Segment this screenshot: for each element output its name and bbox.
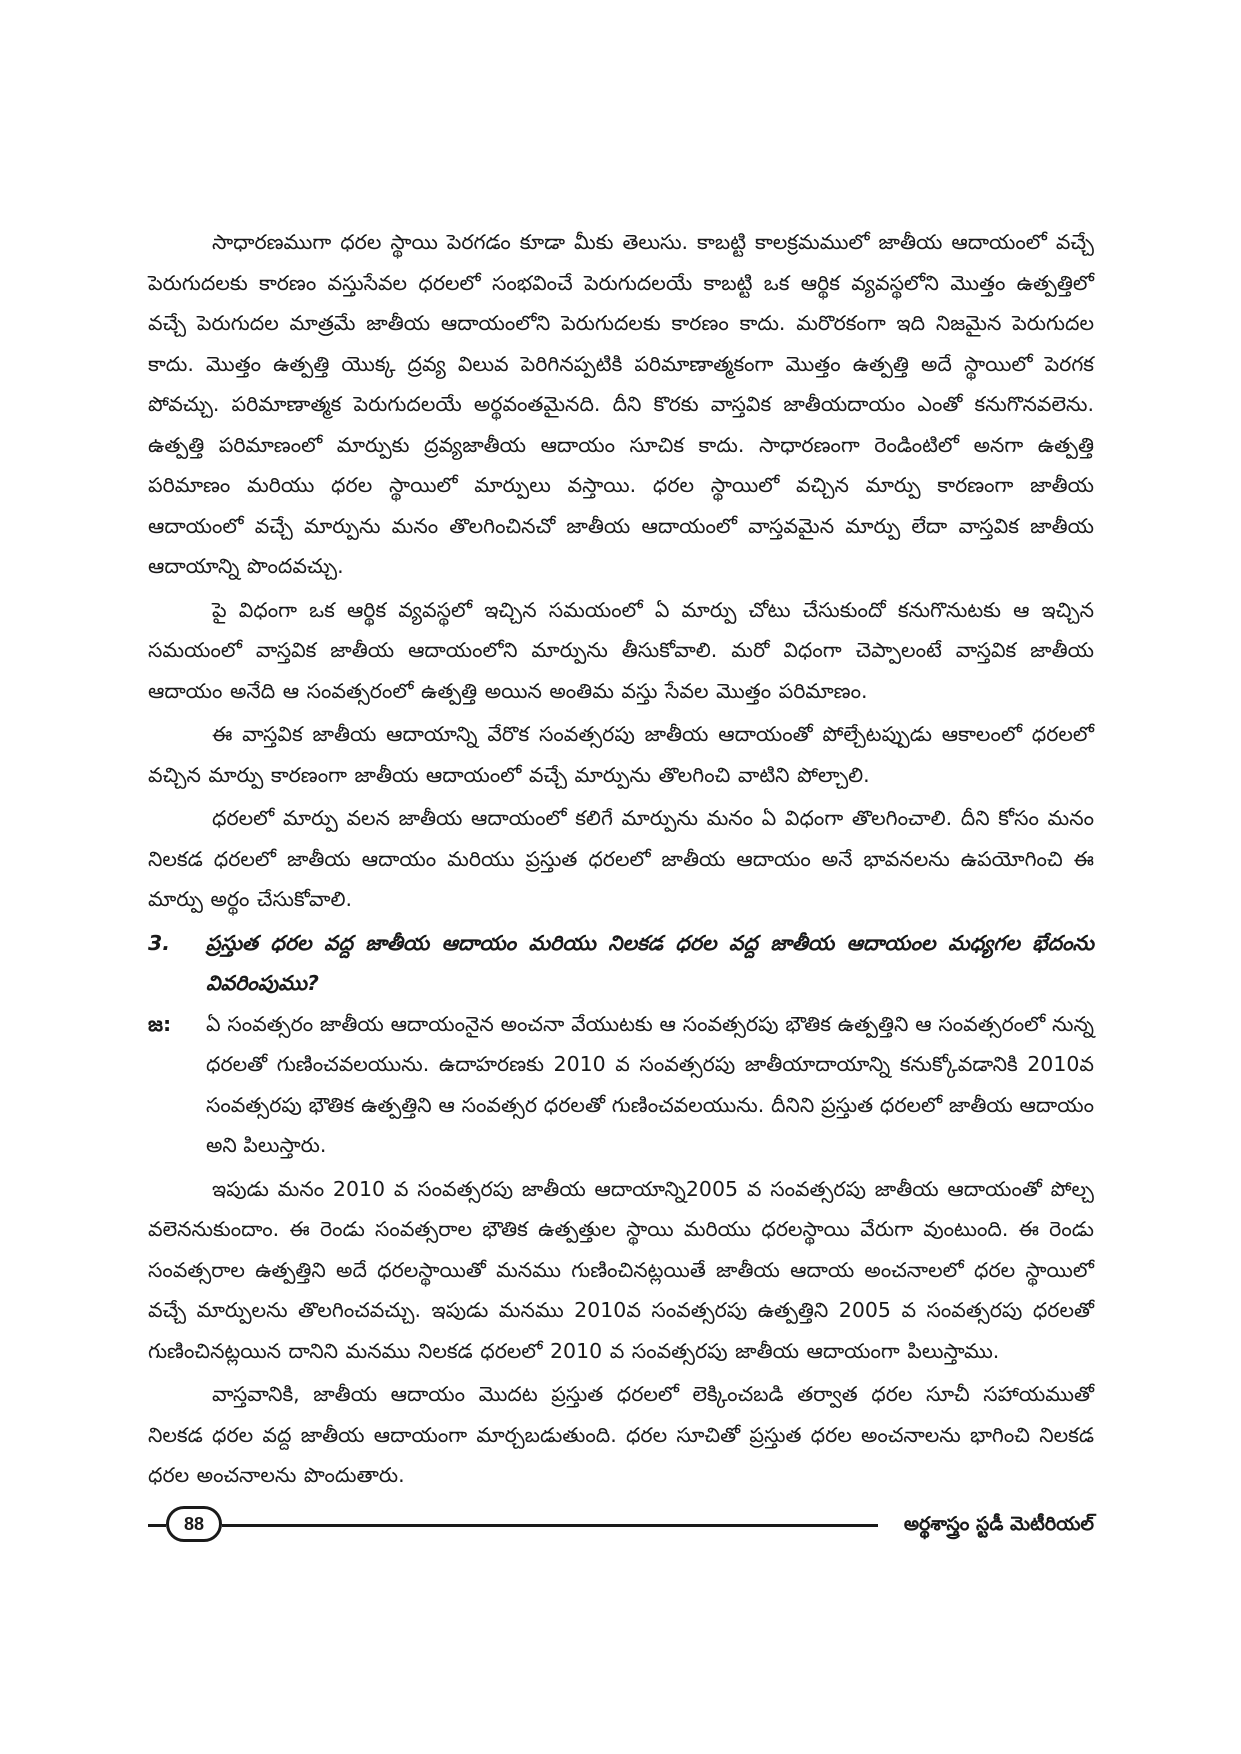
page-number: 88 (166, 1506, 222, 1542)
question-block (148, 923, 1094, 1004)
footer-left-dash (148, 1524, 166, 1527)
answer-label: జ: (148, 1011, 172, 1036)
answer-paragraph-3: వాస్తవానికి, జాతీయ ఆదాయం మొదట ప్రస్తుత ధరలలో లెక్కించబడి తర్వాత ధరల సూచీ సహాయముతో నిలకడ ధరల వద్ద జాతీయ ఆదాయంగా మార్చబడుతుంది. ధరల సూచితో ప్రస్తుత ధరల అంచనాలను భాగించి నిలకడ ధరల అంచనాలను పొందుతారు. (148, 1382, 1094, 1487)
paragraph-3: ఈ వాస్తవిక జాతీయ ఆదాయాన్ని వేరొక సంవత్సరపు జాతీయ ఆదాయంతో పోల్చేటప్పుడు ఆకాలంలో ధరలలో వచ్చిన మార్పు కారణంగా జాతీయ ఆదాయంలో వచ్చే మార్పును తొలగించి వాటిని పోల్చాలి. (148, 722, 1094, 787)
answer-first-paragraph: ఏ సంవత్సరం జాతీయ ఆదాయంనైన అంచనా వేయుటకు ఆ సంవత్సరపు భౌతిక ఉత్పత్తిని ఆ సంవత్సరంలో నున్న ధరలతో గుణించవలయును. ఉదాహరణకు 2010 వ సంవత్సరపు జాతీయాదాయాన్ని కనుక్కోవడానికి 2010వ సంవత్సరపు భౌతిక ఉత్పత్తిని ఆ సంవత్సర ధరలతో గుణించవలయును. దీనిని ప్రస్తుత ధరలలో జాతీయ ఆదాయం అని పిలుస్తారు. (206, 1011, 1094, 1157)
footer-rule (222, 1524, 878, 1527)
paragraph-2: పై విధంగా ఒక ఆర్థిక వ్యవస్థలో ఇచ్చిన సమయంలో ఏ మార్పు చోటు చేసుకుందో కనుగొనుటకు ఆ ఇచ్చిన సమయంలో వాస్తవిక జాతీయ ఆదాయంలోని మార్పును తీసుకోవాలి. మరో విధంగా చెప్పాలంటే వాస్తవిక జాతీయ ఆదాయం అనేది ఆ సంవత్సరంలో ఉత్పత్తి అయిన అంతిమ వస్తు సేవల మొత్తం పరిమాణం. (148, 597, 1094, 703)
paragraph-1: సాధారణముగా ధరల స్థాయి పెరగడం కూడా మీకు తెలుసు. కాబట్టి కాలక్రమములో జాతీయ ఆదాయంలో వచ్చే పెరుగుదలకు కారణం వస్తుసేవల ధరలలో సంభవించే పెరుగుదలయే కాబట్టి ఒక ఆర్థిక వ్యవస్థలోని మొత్తం ఉత్పత్తిలో వచ్చే పెరుగుదల మాత్రమే జాతీయ ఆదాయంలోని పెరుగుదలకు కారణం కాదు. మరొరకంగా ఇది నిజమైన పెరుగుదల కాదు. మొత్తం ఉత్పత్తి యొక్క ద్రవ్య విలువ పెరిగినప్పటికి పరిమాణాత్మకంగా మొత్తం ఉత్పత్తి అదే స్థాయిలో పెరగక పోవచ్చు. పరిమాణాత్మక పెరుగుదలయే అర్థవంతమైనది. దీని కొరకు వాస్తవిక జాతీయదాయం ఎంతో కనుగొనవలెను. ఉత్పత్తి పరిమాణంలో మార్పుకు ద్రవ్యజాతీయ ఆదాయం సూచిక కాదు. సాధారణంగా రెండింటిలో అనగా ఉత్పత్తి పరిమాణం మరియు ధరల స్థాయిలో మార్పులు వస్తాయి. ధరల స్థాయిలో వచ్చిన మార్పు కారణంగా జాతీయ ఆదాయంలో వచ్చే మార్పును మనం తొలగించినచో జాతీయ ఆదాయంలో వాస్తవమైన మార్పు లేదా వాస్తవిక జాతీయ ఆదాయాన్ని పొందవచ్చు. (148, 230, 1094, 578)
book-title: అర్థశాస్త్రం స్టడీ మెటీరియల్ (903, 1513, 1094, 1535)
question-text: ప్రస్తుత ధరల వద్ద జాతీయ ఆదాయం మరియు నిలకడ ధరల వద్ద జాతీయ ఆదాయంల మధ్యగల భేదంను వివరింపుము? (206, 930, 1094, 995)
answer-block (148, 1004, 1094, 1166)
paragraph-4: ధరలలో మార్పు వలన జాతీయ ఆదాయంలో కలిగే మార్పును మనం ఏ విధంగా తొలగించాలి. దీని కోసం మనం నిలకడ ధరలలో జాతీయ ఆదాయం మరియు ప్రస్తుత ధరలలో జాతీయ ఆదాయం అనే భావనలను ఉపయోగించి ఈ మార్పు అర్థం చేసుకోవాలి. (148, 806, 1094, 911)
answer-paragraph-2: ఇపుడు మనం 2010 వ సంవత్సరపు జాతీయ ఆదాయాన్ని2005 వ సంవత్సరపు జాతీయ ఆదాయంతో పోల్చ వలెననుకుందాం. ఈ రెండు సంవత్సరాల భౌతిక ఉత్పత్తుల స్థాయి మరియు ధరలస్థాయి వేరుగా వుంటుంది. ఈ రెండు సంవత్సరాల ఉత్పత్తిని అదే ధరలస్థాయితో మనము గుణించినట్లయితే జాతీయ ఆదాయ అంచనాలలో ధరల స్థాయిలో వచ్చే మార్పులను తొలగించవచ్చు. ఇపుడు మనము 2010వ సంవత్సరపు ఉత్పత్తిని 2005 వ సంవత్సరపు ధరలతో గుణించినట్లయిన దానిని మనము నిలకడ ధరలలో 2010 వ సంవత్సరపు జాతీయ ఆదాయంగా పిలుస్తాము. (148, 1176, 1094, 1363)
page-footer (148, 1504, 1094, 1548)
page-body (148, 222, 1094, 1499)
question-number: 3. (148, 930, 171, 955)
